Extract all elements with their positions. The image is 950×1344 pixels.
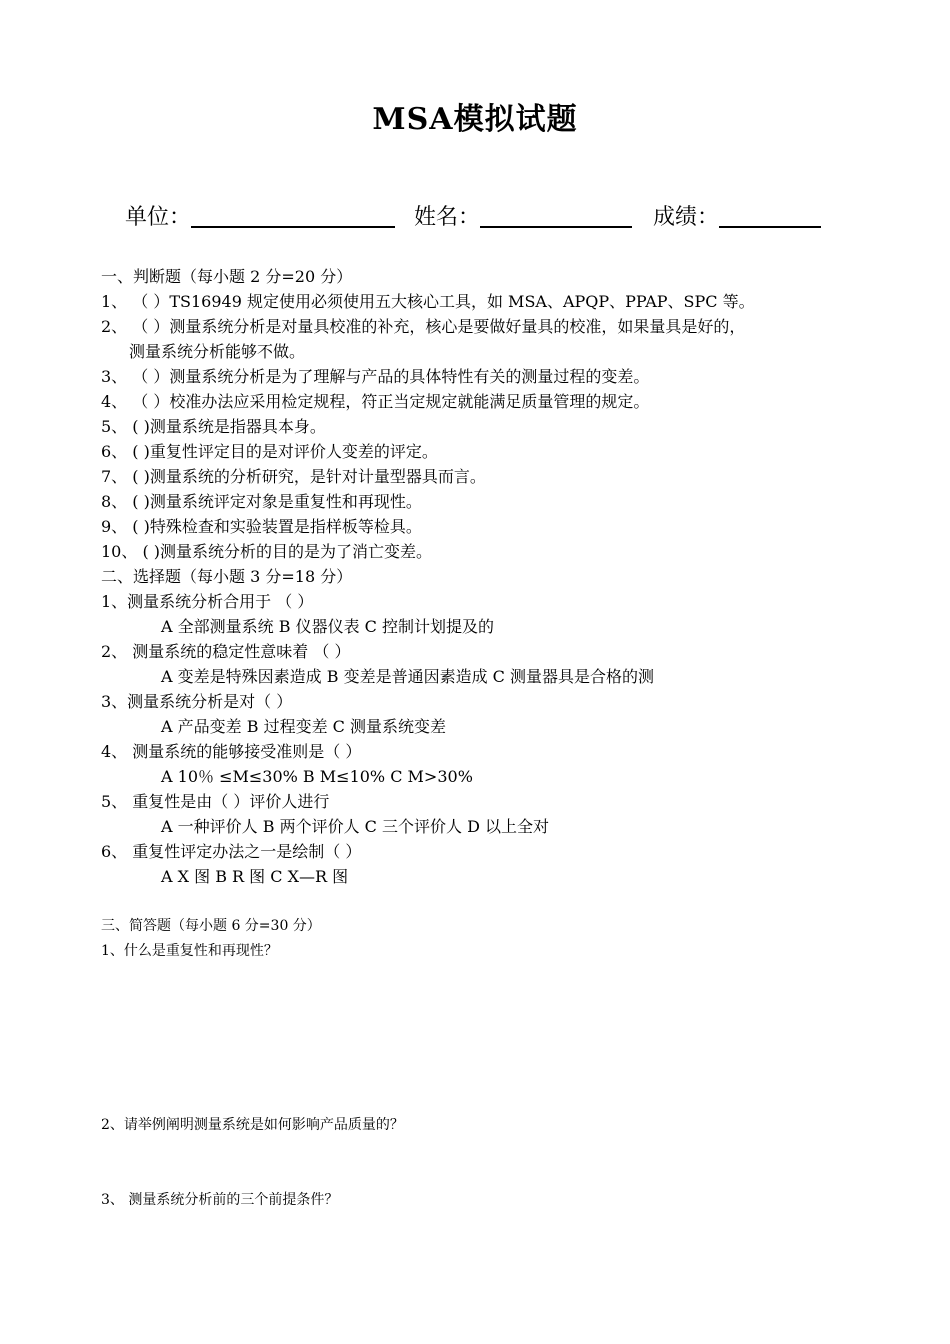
s1-item-9: 9、 ( )特殊检查和实验装置是指样板等检具。 [101, 517, 422, 536]
info-row [125, 200, 821, 231]
score-blank[interactable] [719, 202, 821, 228]
s1-item-2: 2、 （ ）测量系统分析是对量具校准的补充，核心是要做好量具的校准，如果量具是好的， [101, 317, 746, 336]
section1-heading: 一、判断题（每小题 2 分=20 分） [101, 267, 353, 286]
name-label: 姓名： [414, 205, 481, 230]
s3-q3: 3、 测量系统分析前的三个前提条件？ [101, 1192, 339, 1208]
s2-q6-options: A X 图 B R 图 C X—R 图 [161, 867, 349, 886]
unit-label: 单位： [125, 205, 192, 230]
s2-q1: 1、测量系统分析合用于 （ ） [101, 592, 314, 611]
s3-q2: 2、请举例阐明测量系统是如何影响产品质量的？ [101, 1117, 404, 1133]
unit-blank[interactable] [191, 202, 395, 228]
name-blank[interactable] [480, 202, 632, 228]
s1-item-4: 4、 （ ）校准办法应采用检定规程，符正当定规定就能满足质量管理的规定。 [101, 392, 650, 411]
s2-q4: 4、 测量系统的能够接受准则是（ ） [101, 742, 362, 761]
score-label: 成绩： [653, 205, 720, 230]
s1-item-7: 7、 ( )测量系统的分析研究，是针对计量型器具而言。 [101, 467, 486, 486]
s1-item-5: 5、 ( )测量系统是指器具本身。 [101, 417, 326, 436]
s2-q4-options: A 10％ ≤M≤30% B M≤10% C M>30% [161, 767, 473, 786]
section2-heading: 二、选择题（每小题 3 分=18 分） [101, 567, 353, 586]
s3-q1: 1、什么是重复性和再现性？ [101, 943, 278, 959]
s1-item-3: 3、 （ ）测量系统分析是为了理解与产品的具体特性有关的测量过程的变差。 [101, 367, 650, 386]
s2-q3: 3、测量系统分析是对（ ） [101, 692, 293, 711]
s1-item-8: 8、 ( )测量系统评定对象是重复性和再现性。 [101, 492, 422, 511]
page-title: MSA模拟试题 [372, 102, 578, 137]
s2-q2-options: A 变差是特殊因素造成 B 变差是普通因素造成 C 测量器具是合格的测 [161, 667, 654, 686]
s1-item-6: 6、 ( )重复性评定目的是对评价人变差的评定。 [101, 442, 438, 461]
s2-q5: 5、 重复性是由（ ）评价人进行 [101, 792, 330, 811]
s2-q2: 2、 测量系统的稳定性意味着 （ ） [101, 642, 351, 661]
s1-item-10: 10、 ( )测量系统分析的目的是为了消亡变差。 [101, 542, 433, 561]
s2-q3-options: A 产品变差 B 过程变差 C 测量系统变差 [161, 717, 446, 736]
s1-item-2-cont: 测量系统分析能够不做。 [129, 342, 306, 361]
s1-item-1: 1、 （ ）TS16949 规定使用必须使用五大核心工具，如 MSA、APQP、PPAP、SPC 等。 [101, 292, 755, 311]
s2-q1-options: A 全部测量系统 B 仪器仪表 C 控制计划提及的 [161, 617, 494, 636]
section3-heading: 三、简答题（每小题 6 分=30 分） [101, 918, 321, 934]
s2-q5-options: A 一种评价人 B 两个评价人 C 三个评价人 D 以上全对 [161, 817, 549, 836]
s2-q6: 6、 重复性评定办法之一是绘制（ ） [101, 842, 362, 861]
